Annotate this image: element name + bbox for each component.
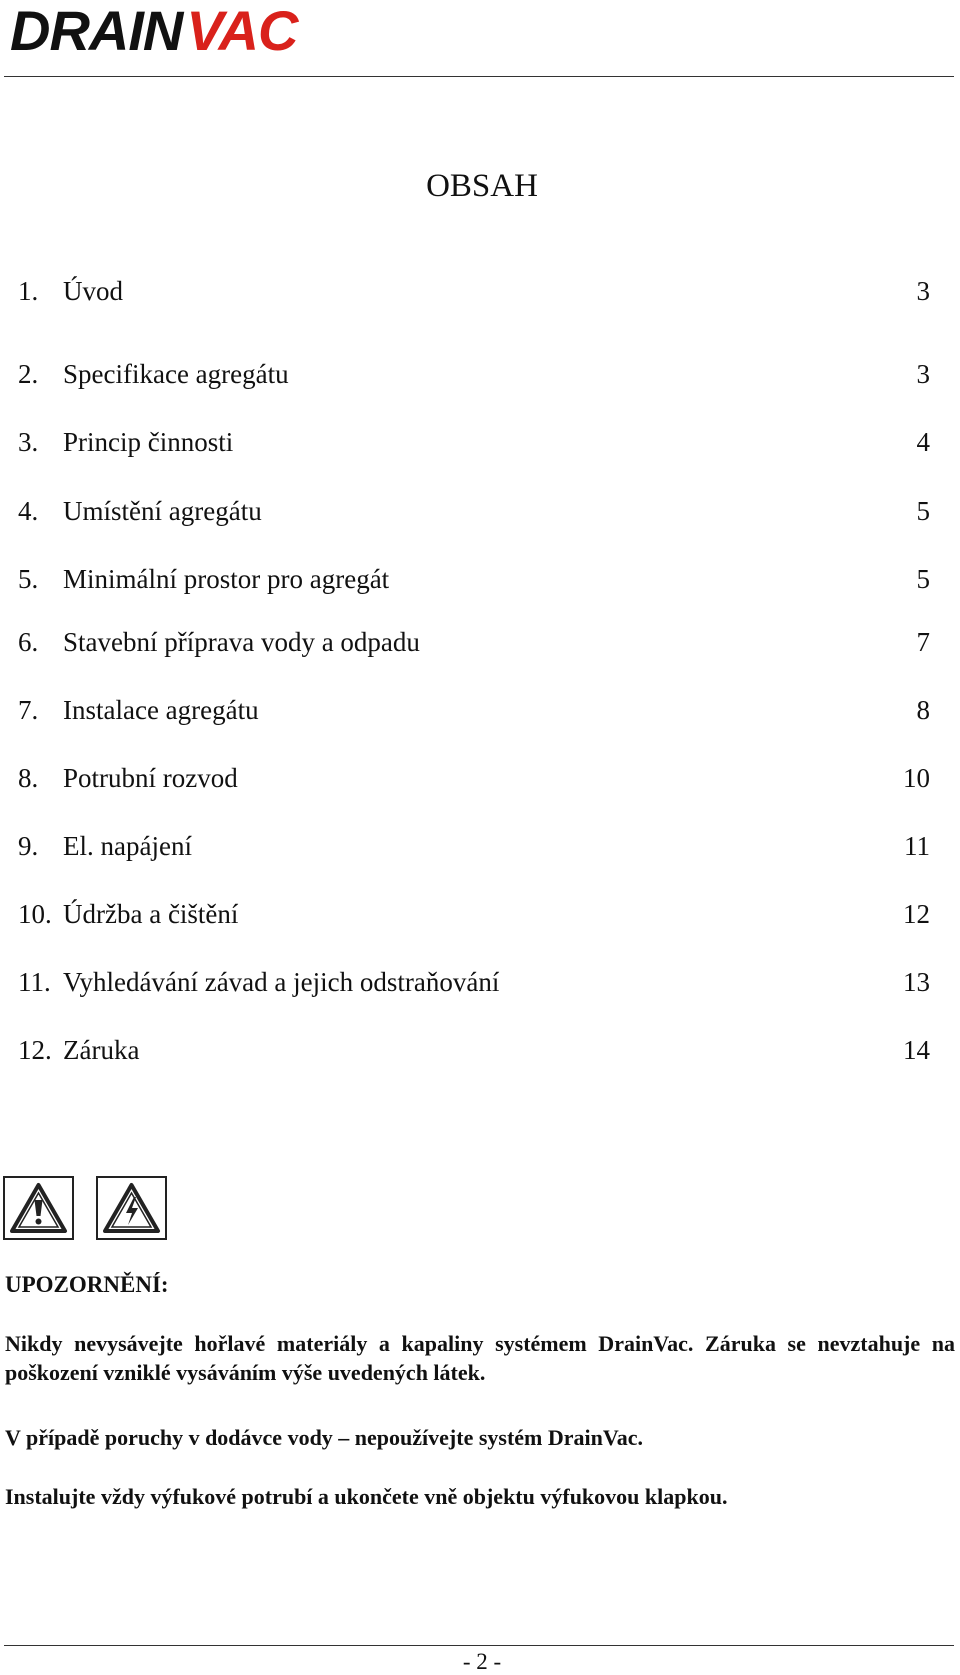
toc-label: Princip činnosti <box>63 427 234 457</box>
general-warning-icon <box>3 1176 74 1240</box>
toc-number: 5. <box>18 564 39 594</box>
toc-page-number: 3 <box>916 359 930 389</box>
logo-text-drain: DRAIN <box>10 0 183 62</box>
toc-number: 11. <box>18 967 51 997</box>
toc-number: 12. <box>18 1035 52 1065</box>
toc-row[interactable] <box>14 274 930 308</box>
toc-number: 9. <box>18 831 39 861</box>
toc-number: 3. <box>18 427 39 457</box>
toc-label: Specifikace agregátu <box>63 359 289 389</box>
toc-label: Potrubní rozvod <box>63 763 238 793</box>
toc-label: Záruka <box>63 1035 140 1065</box>
toc-label: Stavební příprava vody a odpadu <box>63 627 420 657</box>
electrical-hazard-icon <box>96 1176 167 1240</box>
page-number: - 2 - <box>462 1649 502 1674</box>
toc-number: 4. <box>18 496 39 526</box>
toc-label: Umístění agregátu <box>63 496 262 526</box>
toc-row[interactable] <box>14 625 930 659</box>
toc-page-number: 11 <box>904 831 930 861</box>
toc-label: Údržba a čištění <box>63 899 239 929</box>
toc-number: 1. <box>18 276 39 306</box>
toc-number: 2. <box>18 359 39 389</box>
toc-number: 7. <box>18 695 39 725</box>
toc-page-number: 14 <box>903 1035 930 1065</box>
warning-paragraph: V případě poruchy v dodávce vody – nepoužívejte systém DrainVac. <box>5 1425 644 1450</box>
toc-row[interactable] <box>14 425 930 459</box>
toc-page-number: 12 <box>903 899 930 929</box>
toc-row[interactable] <box>14 761 930 795</box>
header-divider <box>4 76 954 77</box>
toc-page-number: 13 <box>903 967 930 997</box>
toc-row[interactable] <box>14 562 930 596</box>
warning-paragraph: Nikdy nevysávejte hořlavé materiály a kapaliny systémem DrainVac. Záruka se nevztahuje na poškození vzniklé vysáváním výše uvedených látek. <box>5 1331 955 1385</box>
toc-label: El. napájení <box>63 831 192 861</box>
page-title: OBSAH <box>426 168 538 204</box>
toc-page-number: 5 <box>916 564 930 594</box>
toc-row[interactable] <box>14 829 930 863</box>
toc-page-number: 8 <box>916 695 930 725</box>
toc-page-number: 10 <box>903 763 930 793</box>
footer-divider <box>4 1645 954 1646</box>
drainvac-logo <box>10 2 370 60</box>
toc-label: Minimální prostor pro agregát <box>63 564 390 594</box>
toc-page-number: 3 <box>916 276 930 306</box>
toc-page-number: 5 <box>916 496 930 526</box>
toc-label: Vyhledávání závad a jejich odstraňování <box>63 967 500 997</box>
toc-label: Instalace agregátu <box>63 695 259 725</box>
logo-text-vac: VAC <box>186 0 298 62</box>
warning-heading: UPOZORNĚNÍ: <box>5 1272 169 1297</box>
toc-row[interactable] <box>14 1033 930 1067</box>
toc-page-number: 4 <box>916 427 930 457</box>
toc-row[interactable] <box>14 965 930 999</box>
warning-paragraph: Instalujte vždy výfukové potrubí a ukončete vně objektu výfukovou klapkou. <box>5 1484 728 1509</box>
toc-number: 6. <box>18 627 39 657</box>
toc-row[interactable] <box>14 357 930 391</box>
toc-number: 10. <box>18 899 52 929</box>
toc-row[interactable] <box>14 494 930 528</box>
toc-row[interactable] <box>14 897 930 931</box>
toc-page-number: 7 <box>916 627 930 657</box>
toc-row[interactable] <box>14 693 930 727</box>
toc-label: Úvod <box>63 276 123 306</box>
toc-number: 8. <box>18 763 39 793</box>
